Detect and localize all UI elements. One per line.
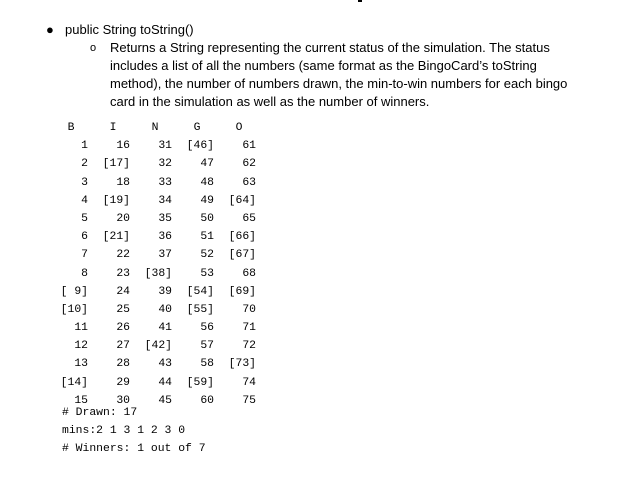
bingo-cell: [64] bbox=[228, 194, 256, 207]
bingo-cell: [69] bbox=[228, 285, 256, 298]
bingo-cell: 26 bbox=[116, 322, 130, 335]
bingo-cell: 72 bbox=[242, 340, 256, 353]
bullet-dot-icon: ● bbox=[46, 22, 54, 37]
bingo-cell: 25 bbox=[116, 303, 130, 316]
bingo-cell: 13 bbox=[74, 358, 88, 371]
bingo-cell: 27 bbox=[116, 340, 130, 353]
bingo-cell: 65 bbox=[242, 212, 256, 225]
bingo-cell: 24 bbox=[116, 285, 130, 298]
bullet-circle-icon: o bbox=[90, 42, 97, 54]
bingo-header-cell: I bbox=[109, 122, 117, 134]
bingo-cell: [73] bbox=[228, 358, 256, 371]
description-line: Returns a String representing the current status of the simulation. The status bbox=[110, 40, 550, 55]
bingo-cell: 31 bbox=[158, 140, 172, 153]
bingo-cell: 39 bbox=[158, 285, 172, 298]
bingo-cell: [10] bbox=[60, 303, 88, 316]
bingo-cell: [17] bbox=[102, 158, 130, 171]
bingo-cell: 56 bbox=[200, 322, 214, 335]
bingo-cell: 22 bbox=[116, 249, 130, 262]
bingo-cell: [42] bbox=[144, 340, 172, 353]
bingo-cell: 58 bbox=[200, 358, 214, 371]
bingo-cell: 41 bbox=[158, 322, 172, 335]
bingo-cell: 12 bbox=[74, 340, 88, 353]
bingo-cell: 29 bbox=[116, 376, 130, 389]
bingo-cell: 23 bbox=[116, 267, 130, 280]
bingo-cell: 62 bbox=[242, 158, 256, 171]
bingo-cell: 2 bbox=[81, 158, 88, 171]
bingo-cell: [38] bbox=[144, 267, 172, 280]
top-divider bbox=[358, 0, 362, 2]
bingo-cell: 75 bbox=[242, 394, 256, 407]
bingo-cell: 63 bbox=[242, 176, 256, 189]
bingo-cell: 74 bbox=[242, 376, 256, 389]
bingo-cell: 30 bbox=[116, 394, 130, 407]
bingo-cell: 37 bbox=[158, 249, 172, 262]
bingo-cell: [66] bbox=[228, 231, 256, 244]
bingo-cell: 4 bbox=[81, 194, 88, 207]
bingo-cell: 28 bbox=[116, 358, 130, 371]
winners-count: # Winners: 1 out of 7 bbox=[62, 443, 206, 455]
bingo-cell: 50 bbox=[200, 212, 214, 225]
bingo-cell: [54] bbox=[186, 285, 214, 298]
bingo-cell: 1 bbox=[81, 140, 88, 153]
bingo-cell: [67] bbox=[228, 249, 256, 262]
bingo-cell: 40 bbox=[158, 303, 172, 316]
bingo-cell: [59] bbox=[186, 376, 214, 389]
bingo-cell: 71 bbox=[242, 322, 256, 335]
bingo-cell: 53 bbox=[200, 267, 214, 280]
bingo-cell: 47 bbox=[200, 158, 214, 171]
bingo-cell: 34 bbox=[158, 194, 172, 207]
bingo-header-cell: O bbox=[235, 122, 243, 134]
bingo-cell: 20 bbox=[116, 212, 130, 225]
method-signature: public String toString() bbox=[65, 22, 194, 37]
bingo-header-cell: G bbox=[193, 122, 201, 134]
bingo-cell: 16 bbox=[116, 140, 130, 153]
bingo-cell: 15 bbox=[74, 394, 88, 407]
bingo-cell: 6 bbox=[81, 231, 88, 244]
drawn-count: # Drawn: 17 bbox=[62, 407, 138, 419]
bingo-cell: 57 bbox=[200, 340, 214, 353]
description-line: includes a list of all the numbers (same format as the BingoCard’s toString bbox=[110, 58, 537, 73]
bingo-cell: [ 9] bbox=[60, 285, 88, 298]
bingo-cell: 35 bbox=[158, 212, 172, 225]
bingo-cell: 61 bbox=[242, 140, 256, 153]
bingo-cell: [55] bbox=[186, 303, 214, 316]
bingo-cell: 33 bbox=[158, 176, 172, 189]
bingo-cell: 32 bbox=[158, 158, 172, 171]
bingo-cell: [19] bbox=[102, 194, 130, 207]
bingo-cell: 8 bbox=[81, 267, 88, 280]
bingo-cell: 36 bbox=[158, 231, 172, 244]
bingo-cell: 18 bbox=[116, 176, 130, 189]
bingo-cell: 7 bbox=[81, 249, 88, 262]
bingo-cell: [21] bbox=[102, 231, 130, 244]
bingo-header-cell: B bbox=[67, 122, 75, 134]
description-line: card in the simulation as well as the number of winners. bbox=[110, 94, 430, 109]
bingo-cell: 5 bbox=[81, 212, 88, 225]
description-line: method), the number of numbers drawn, the min-to-win numbers for each bingo bbox=[110, 76, 568, 91]
mins-to-win: mins:2 1 3 1 2 3 0 bbox=[62, 425, 186, 437]
bingo-header-cell: N bbox=[151, 122, 159, 134]
bingo-cell: 3 bbox=[81, 176, 88, 189]
bingo-cell: 70 bbox=[242, 303, 256, 316]
bingo-cell: [46] bbox=[186, 140, 214, 153]
bingo-cell: 49 bbox=[200, 194, 214, 207]
bingo-cell: 45 bbox=[158, 394, 172, 407]
bingo-cell: 44 bbox=[158, 376, 172, 389]
bingo-cell: 11 bbox=[74, 322, 88, 335]
bingo-cell: 51 bbox=[200, 231, 214, 244]
method-description bbox=[110, 39, 608, 111]
bingo-cell: 60 bbox=[200, 394, 214, 407]
bingo-cell: 52 bbox=[200, 249, 214, 262]
bingo-cell: 43 bbox=[158, 358, 172, 371]
bingo-cell: 48 bbox=[200, 176, 214, 189]
bingo-cell: [14] bbox=[60, 376, 88, 389]
bingo-cell: 68 bbox=[242, 267, 256, 280]
